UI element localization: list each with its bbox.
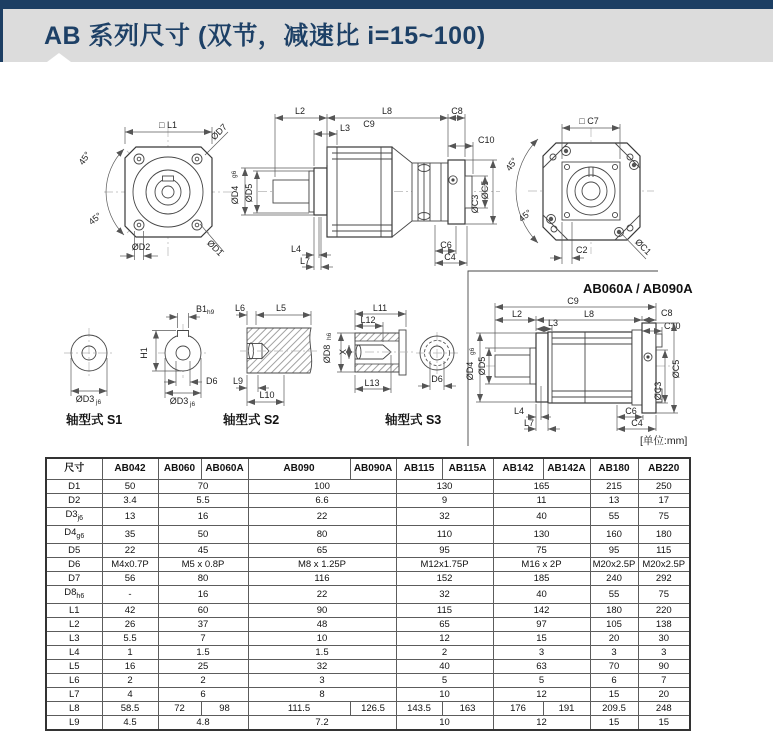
dim-cell: 9 — [396, 494, 493, 508]
row-label: L9 — [46, 715, 102, 730]
dim-label-abox-c9: C9 — [567, 296, 579, 306]
dim-cell: 22 — [248, 508, 396, 526]
dim-cell: 72 — [158, 701, 201, 715]
dim-cell: 90 — [638, 659, 690, 673]
dim-cell: 15 — [590, 687, 638, 701]
dim-cell: 80 — [158, 571, 248, 585]
table-row — [46, 645, 690, 659]
dim-cell: 22 — [248, 585, 396, 603]
row-label: L6 — [46, 673, 102, 687]
row-label: L5 — [46, 659, 102, 673]
column-header: AB042 — [102, 458, 158, 480]
corner-header: 尺寸 — [46, 458, 102, 480]
dim-label-l9: L9 — [232, 376, 244, 386]
dim-cell: 13 — [102, 508, 158, 526]
dim-cell: 5.5 — [158, 494, 248, 508]
column-header: AB115 — [396, 458, 442, 480]
dim-label-d5: ØD5 — [244, 183, 254, 203]
dim-cell: 105 — [590, 617, 638, 631]
dim-cell: 58.5 — [102, 701, 158, 715]
dim-cell: 111.5 — [248, 701, 350, 715]
dim-cell: 1.5 — [248, 645, 396, 659]
dim-label-abox-d5: ØD5 — [477, 356, 487, 376]
row-label: D1 — [46, 480, 102, 494]
page-title: AB 系列尺寸 (双节，减速比 i=15~100) — [44, 22, 486, 50]
dim-cell: 143.5 — [396, 701, 442, 715]
dim-cell: 142 — [493, 603, 590, 617]
dim-cell: 75 — [493, 543, 590, 557]
dim-label-d8-sub: h6 — [326, 332, 333, 340]
dim-cell: 2 — [396, 645, 493, 659]
dim-cell: 40 — [493, 585, 590, 603]
dimensions-table — [45, 457, 691, 731]
column-header: AB180 — [590, 458, 638, 480]
dim-cell: 4 — [102, 687, 158, 701]
dim-cell: M20x2.5P — [590, 557, 638, 571]
dim-cell: 50 — [158, 525, 248, 543]
dim-cell: 16 — [102, 659, 158, 673]
table-row — [46, 543, 690, 557]
dim-cell: 163 — [442, 701, 493, 715]
dim-cell: 65 — [396, 617, 493, 631]
dim-cell: 98 — [201, 701, 248, 715]
dim-cell: 10 — [396, 715, 493, 730]
dim-cell: 95 — [590, 543, 638, 557]
dim-label-d4-sub: g6 — [231, 170, 238, 178]
dim-cell: M16 x 2P — [493, 557, 590, 571]
dim-cell: 13 — [590, 494, 638, 508]
angle-label-bottom: 45° — [86, 210, 104, 227]
row-label: $D4_{g6}$ — [46, 525, 102, 543]
dim-cell: 17 — [638, 494, 690, 508]
dim-label-l1: □ L1 — [159, 120, 177, 130]
row-label: L1 — [46, 603, 102, 617]
dim-cell: 4.5 — [102, 715, 158, 730]
dim-cell: 7 — [158, 631, 248, 645]
dim-cell: 3.4 — [102, 494, 158, 508]
dim-label-d2: ØD2 — [131, 242, 151, 252]
dim-cell: 75 — [638, 508, 690, 526]
dim-cell: 48 — [248, 617, 396, 631]
dim-cell: 32 — [396, 585, 493, 603]
row-label: L8 — [46, 701, 102, 715]
dim-cell: 152 — [396, 571, 493, 585]
table-row — [46, 571, 690, 585]
dim-label-l6: L6 — [234, 303, 246, 313]
angle-label-rear-top: 45° — [503, 155, 520, 173]
dim-cell: 75 — [638, 585, 690, 603]
dim-label-c3: ØC3 — [470, 194, 480, 214]
dim-cell: 115 — [396, 603, 493, 617]
dim-cell: 42 — [102, 603, 158, 617]
dim-cell: 56 — [102, 571, 158, 585]
dim-cell: 40 — [396, 659, 493, 673]
shaft-type-s3 — [322, 303, 458, 427]
dim-cell: 11 — [493, 494, 590, 508]
dim-label-l8: L8 — [381, 106, 393, 116]
dim-cell: 15 — [638, 715, 690, 730]
dim-cell: 55 — [590, 508, 638, 526]
dim-label-s1-d3-sub: j6 — [96, 399, 102, 406]
table-row — [46, 673, 690, 687]
dim-label-s1-d3: ØD3 — [75, 394, 95, 404]
dim-cell: 3 — [248, 673, 396, 687]
dim-label-d8: ØD8 — [322, 344, 332, 364]
dim-label-abox-l8: L8 — [583, 309, 595, 319]
dim-label-c8: C8 — [451, 106, 463, 116]
dim-cell: 292 — [638, 571, 690, 585]
rear-flange-view — [504, 116, 654, 264]
ab060a-title: AB060A / AB090A — [583, 281, 693, 296]
dim-label-c5: ØC5 — [480, 180, 490, 200]
dim-cell: 180 — [590, 603, 638, 617]
dim-label-abox-c6: C6 — [625, 406, 637, 416]
dim-cell: 20 — [638, 687, 690, 701]
column-header: AB115A — [442, 458, 493, 480]
dim-cell: 15 — [493, 631, 590, 645]
dim-cell: 70 — [158, 480, 248, 494]
row-label: $D3_{j6}$ — [46, 508, 102, 526]
column-header: AB142A — [543, 458, 590, 480]
dim-label-d1: ØD1 — [205, 237, 226, 258]
dim-cell: 90 — [248, 603, 396, 617]
dim-cell: 185 — [493, 571, 590, 585]
dim-cell: 6.6 — [248, 494, 396, 508]
dim-cell: 5.5 — [102, 631, 158, 645]
angle-label-rear-bottom: 45° — [516, 207, 534, 224]
dim-cell: 80 — [248, 525, 396, 543]
table-row — [46, 715, 690, 730]
row-label: $D8_{h6}$ — [46, 585, 102, 603]
table-row — [46, 603, 690, 617]
dim-cell: M20x2.5P — [638, 557, 690, 571]
dim-label-abox-c4: C4 — [631, 418, 643, 428]
row-label: D5 — [46, 543, 102, 557]
dim-cell: 130 — [493, 525, 590, 543]
table-row — [46, 508, 690, 526]
dim-label-x: X — [338, 348, 348, 356]
dim-cell: 25 — [158, 659, 248, 673]
row-label: D2 — [46, 494, 102, 508]
dim-label-abox-d4: ØD4 — [465, 361, 475, 381]
dim-label-abox-c10: C10 — [664, 321, 681, 331]
dim-label-s2-d6: D6 — [206, 376, 218, 386]
dim-label-h1: H1 — [139, 347, 149, 359]
table-row — [46, 617, 690, 631]
table-row — [46, 687, 690, 701]
dim-cell: 240 — [590, 571, 638, 585]
dim-cell: 248 — [638, 701, 690, 715]
dim-label-abox-l7: L7 — [523, 418, 535, 428]
table-row — [46, 659, 690, 673]
dim-label-abox-l3: L3 — [547, 318, 559, 328]
dim-label-d4: ØD4 — [230, 185, 240, 205]
dim-cell: 32 — [396, 508, 493, 526]
dim-cell: 15 — [590, 715, 638, 730]
column-header: AB090 — [248, 458, 350, 480]
column-header: AB220 — [638, 458, 690, 480]
dim-cell: 12 — [493, 715, 590, 730]
dim-cell: 6 — [158, 687, 248, 701]
table-row — [46, 585, 690, 603]
row-label: L4 — [46, 645, 102, 659]
dim-label-abox-c8: C8 — [661, 308, 673, 318]
dim-label-l10: L10 — [259, 390, 275, 400]
dim-cell: 180 — [638, 525, 690, 543]
dim-cell: 40 — [493, 508, 590, 526]
angle-label-top: 45° — [76, 149, 93, 167]
dim-label-c7: □ C7 — [579, 116, 599, 126]
dim-cell: 10 — [248, 631, 396, 645]
dim-cell: 209.5 — [590, 701, 638, 715]
dim-cell: 110 — [396, 525, 493, 543]
dim-cell: 160 — [590, 525, 638, 543]
dim-cell: - — [102, 585, 158, 603]
dim-label-d7: ØD7 — [208, 121, 229, 142]
table-row — [46, 557, 690, 571]
dim-cell: 37 — [158, 617, 248, 631]
dim-label-l7: L7 — [299, 256, 311, 266]
dim-cell: 32 — [248, 659, 396, 673]
dim-cell: 12 — [396, 631, 493, 645]
dim-cell: 7.2 — [248, 715, 396, 730]
dim-label-b1: B1 — [196, 304, 208, 314]
dim-cell: 165 — [493, 480, 590, 494]
dim-cell: 95 — [396, 543, 493, 557]
shaft-type-s2 — [139, 303, 320, 427]
dim-cell: 22 — [102, 543, 158, 557]
dim-cell: M12x1.75P — [396, 557, 493, 571]
dim-cell: 35 — [102, 525, 158, 543]
dim-label-s3-d6: D6 — [431, 374, 443, 384]
dim-label-c1: ØC1 — [633, 236, 654, 257]
dim-cell: 220 — [638, 603, 690, 617]
dim-cell: 130 — [396, 480, 493, 494]
dim-cell: 26 — [102, 617, 158, 631]
dim-cell: 30 — [638, 631, 690, 645]
dim-cell: 60 — [158, 603, 248, 617]
table-row — [46, 480, 690, 494]
gearbox-side-view — [230, 106, 500, 270]
dim-cell: 191 — [543, 701, 590, 715]
dim-cell: 4.8 — [158, 715, 248, 730]
dim-cell: 16 — [158, 585, 248, 603]
front-flange-view — [77, 120, 232, 260]
dim-cell: 45 — [158, 543, 248, 557]
dim-label-l13: L13 — [364, 378, 380, 388]
dim-label-c4: C4 — [444, 252, 456, 262]
caption-shaft-s3: 轴型式 S3 — [385, 413, 442, 427]
table-row — [46, 494, 690, 508]
dim-cell: 2 — [102, 673, 158, 687]
row-label: D6 — [46, 557, 102, 571]
dim-cell: M5 x 0.8P — [158, 557, 248, 571]
table-row — [46, 631, 690, 645]
dim-cell: 55 — [590, 585, 638, 603]
dim-label-c6: C6 — [440, 240, 452, 250]
dim-cell: M4x0.7P — [102, 557, 158, 571]
dim-cell: 1.5 — [158, 645, 248, 659]
dim-label-abox-c3: ØC3 — [653, 381, 663, 401]
dim-label-b1-sub: h9 — [207, 309, 215, 316]
dim-cell: 20 — [590, 631, 638, 645]
caption-shaft-s2: 轴型式 S2 — [223, 413, 280, 427]
dim-label-l2: L2 — [294, 106, 306, 116]
dim-label-abox-l2: L2 — [511, 309, 523, 319]
dim-label-l12: L12 — [360, 315, 376, 325]
dim-label-l11: L11 — [372, 303, 388, 313]
dim-label-s2-d3-sub: j6 — [190, 401, 196, 408]
row-label: D7 — [46, 571, 102, 585]
dim-cell: 16 — [158, 508, 248, 526]
dim-label-l4: L4 — [290, 244, 302, 254]
dim-cell: 3 — [638, 645, 690, 659]
dim-cell: 115 — [638, 543, 690, 557]
dim-cell: 250 — [638, 480, 690, 494]
unit-note: [单位:mm] — [640, 435, 688, 447]
column-header: AB142 — [493, 458, 543, 480]
shaft-type-s1 — [64, 328, 122, 427]
dim-cell: 5 — [493, 673, 590, 687]
dim-cell: 3 — [590, 645, 638, 659]
dim-label-s2-d3: ØD3 — [169, 396, 189, 406]
column-header: AB060A — [201, 458, 248, 480]
dim-cell: 8 — [248, 687, 396, 701]
dim-cell: 5 — [396, 673, 493, 687]
dim-label-c2: C2 — [576, 245, 588, 255]
dim-cell: M8 x 1.25P — [248, 557, 396, 571]
dim-cell: 1 — [102, 645, 158, 659]
dim-cell: 6 — [590, 673, 638, 687]
dim-cell: 70 — [590, 659, 638, 673]
row-label: L2 — [46, 617, 102, 631]
dim-cell: 65 — [248, 543, 396, 557]
dim-cell: 12 — [493, 687, 590, 701]
dim-cell: 100 — [248, 480, 396, 494]
dim-cell: 50 — [102, 480, 158, 494]
row-label: L7 — [46, 687, 102, 701]
column-header: AB090A — [350, 458, 396, 480]
dim-cell: 63 — [493, 659, 590, 673]
dim-cell: 10 — [396, 687, 493, 701]
table-row — [46, 525, 690, 543]
dim-cell: 97 — [493, 617, 590, 631]
dim-label-abox-l4: L4 — [513, 406, 525, 416]
dim-cell: 2 — [158, 673, 248, 687]
dim-label-l5: L5 — [275, 303, 287, 313]
row-label: L3 — [46, 631, 102, 645]
column-header: AB060 — [158, 458, 201, 480]
dim-label-abox-c5: ØC5 — [671, 359, 681, 379]
caption-shaft-s1: 轴型式 S1 — [66, 413, 123, 427]
dim-cell: 126.5 — [350, 701, 396, 715]
table-row — [46, 701, 690, 715]
dim-label-l3: L3 — [339, 123, 351, 133]
dim-label-abox-d4-sub: g6 — [469, 347, 476, 355]
dim-cell: 176 — [493, 701, 543, 715]
dim-cell: 215 — [590, 480, 638, 494]
dim-cell: 7 — [638, 673, 690, 687]
dim-cell: 138 — [638, 617, 690, 631]
dim-cell: 3 — [493, 645, 590, 659]
dim-label-c9: C9 — [363, 119, 375, 129]
dim-label-c10: C10 — [478, 135, 495, 145]
ab060a-ab090a-view — [465, 271, 693, 446]
dim-cell: 116 — [248, 571, 396, 585]
